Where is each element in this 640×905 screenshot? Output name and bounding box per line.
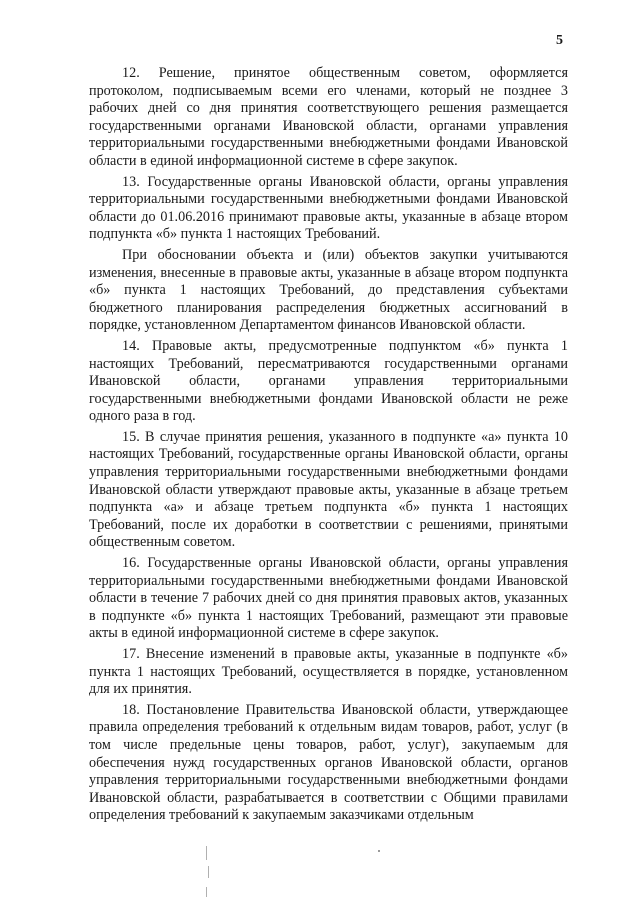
document-body [89, 65, 568, 828]
scan-artifact-line [206, 846, 207, 860]
page-number: 5 [556, 33, 563, 48]
paragraph-16: 16. Государственные органы Ивановской области, органы управления территориальными государственными внебюджетными фондами Ивановской области в течение 7 рабочих дней со дня принятия правовых актов, указанных в подпункте «б» пункта 1 настоящих Требований, размещают эти правовые акты в единой информационной системе в сфере закупок. [89, 555, 568, 642]
paragraph-12: 12. Решение, принятое общественным советом, оформляется протоколом, подписываемым всеми его членами, который не позднее 3 рабочих дней со дня принятия соответствующего решения размещается государственными органами Ивановской области, органами управления территориальными государственными внебюджетными фондами Ивановской области в единой информационной системе в сфере закупок. [89, 65, 568, 169]
paragraph-13: 13. Государственные органы Ивановской области, органы управления территориальными государственными внебюджетными фондами Ивановской области до 01.06.2016 принимают правовые акты, указанные в абзаце втором подпункта «б» пункта 1 настоящих Требований. [89, 173, 568, 243]
scan-artifact-dot [378, 850, 380, 852]
paragraph-17: 17. Внесение изменений в правовые акты, указанные в подпункте «б» пункта 1 настоящих Требований, осуществляется в порядке, установленном для их принятия. [89, 646, 568, 698]
paragraph-18: 18. Постановление Правительства Ивановской области, утверждающее правила определения требований к отдельным видам товаров, работ, услуг (в том числе предельные цены товаров, работ, услуг), закупаемым для обеспечения нужд государственных органов Ивановской области, органов управления территориальными государственными внебюджетными фондами Ивановской области, разрабатывается в соответствии с Общими правилами определения требований к закупаемым заказчиками отдельным [89, 701, 568, 824]
scan-artifact-line [208, 866, 209, 878]
scan-artifact-line [206, 887, 207, 897]
paragraph-15: 15. В случае принятия решения, указанного в подпункте «а» пункта 10 настоящих Требований, государственные органы Ивановской области, органы управления территориальными государственными внебюджетными фондами Ивановской области утверждают правовые акты, указанные в абзаце третьем подпункта «а» и абзаце третьем подпункта «б» пункта 1 настоящих Требований, после их доработки в соответствии с решениями, принятыми общественным советом. [89, 428, 568, 551]
paragraph-13-continuation: При обосновании объекта и (или) объектов закупки учитываются изменения, внесенные в правовые акты, указанные в абзаце втором подпункта «б» пункта 1 настоящих Требований, до представления субъектами бюджетного планирования распределения бюджетных ассигнований в порядке, установленном Департаментом финансов Ивановской области. [89, 246, 568, 334]
paragraph-14: 14. Правовые акты, предусмотренные подпунктом «б» пункта 1 настоящих Требований, пересматриваются государственными органами Ивановской области, органами управления территориальными государственными внебюджетными фондами Ивановской области не реже одного раза в год. [89, 337, 568, 425]
